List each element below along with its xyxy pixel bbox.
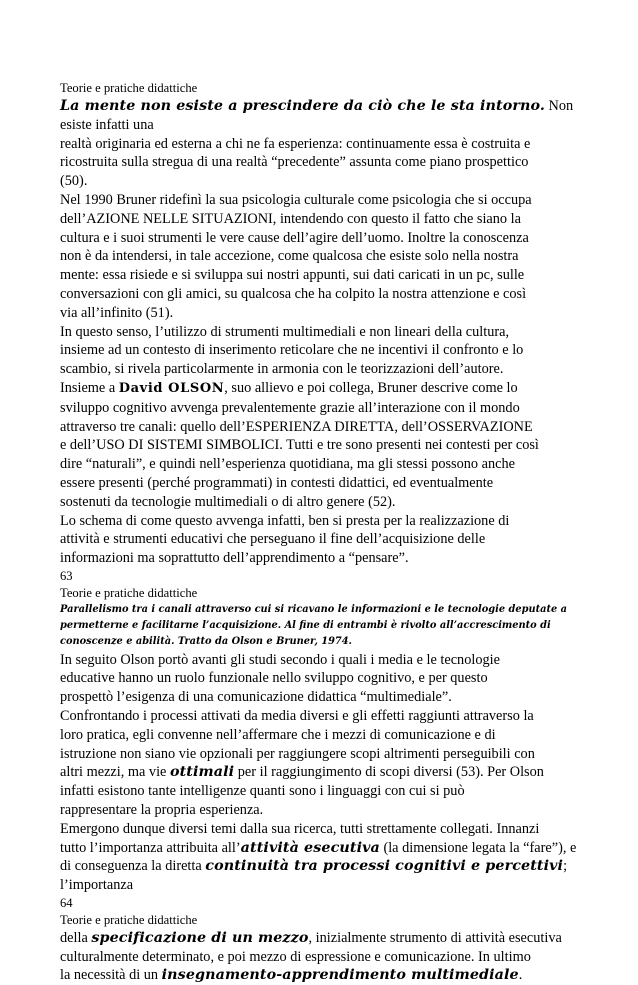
paragraph-line: sostenuti da tecnologie multimediali o di altro genere (52). [60, 493, 396, 510]
paragraph-line: Insieme a David OLSON, suo allievo e poi collega, Bruner descrive come lo [60, 379, 518, 396]
paragraph-line: attraverso tre canali: quello dell’ESPERIENZA DIRETTA, dell’OSSERVAZIONE [60, 418, 533, 435]
running-header: Teorie e pratiche didattiche [60, 585, 198, 600]
paragraph-line: La mente non esiste a prescindere da ciò che le sta intorno. Non esiste infatti una [60, 98, 574, 133]
paragraph-line: loro pratica, egli convenne nell’affermare che i mezzi di comunicazione e di [60, 726, 496, 743]
paragraph-line: Lo schema di come questo avvenga infatti, ben si presta per la realizzazione di [60, 512, 510, 529]
paragraph-line: (50). [60, 173, 88, 190]
paragraph-line: prospettò l’esigenza di una comunicazione didattica “multimediale”. [60, 689, 452, 706]
paragraph-line: essere presenti (perché programmati) in contesti didattici, ed eventualmente [60, 474, 494, 491]
paragraph-line: educative hanno un ruolo funzionale nello sviluppo cognitivo, e per questo [60, 670, 488, 687]
paragraph-line: Nel 1990 Bruner ridefinì la sua psicologia culturale come psicologia che si occupa [60, 191, 532, 208]
figure-caption-line: permetterne e facilitarne l’acquisizione. Al fine di entrambi è rivolto all’accrescimento di [60, 620, 551, 632]
paragraph-line: e dell’USO DI SISTEMI SIMBOLICI. Tutti e tre sono presenti nei contesti per così [60, 437, 539, 454]
paragraph-line: conversazioni con gli amici, su qualcosa che ha colpito la nostra attenzione e così [60, 285, 527, 302]
highlighted-term: attività esecutiva [240, 839, 380, 856]
highlighted-term: continuità tra processi cognitivi e percettivi [205, 858, 564, 875]
highlighted-term: specificazione di un mezzo [91, 929, 309, 946]
paragraph-line: realtà originaria ed esterna a chi ne fa esperienza: continuamente essa è costruita e [60, 135, 531, 152]
paragraph-line: Emergono dunque diversi temi dalla sua ricerca, tutti strettamente collegati. Innanzi [60, 820, 540, 837]
paragraph-line: Confrontando i processi attivati da media diversi e gli effetti raggiunti attraverso la [60, 707, 534, 724]
figure-caption-line: Parallelismo tra i canali attraverso cui si ricavano le informazioni e le tecnologie deputate a [60, 603, 567, 615]
paragraph-line: attività e strumenti educativi che perseguano il fine dell’acquisizione delle [60, 531, 486, 548]
paragraph-line: istruzione non siano vie opzionali per raggiungere scopi altrimenti perseguibili con [60, 745, 535, 762]
figure-caption-line: conoscenze e abilità. Tratto da Olson e Bruner, 1974. [60, 636, 352, 648]
paragraph-line: della specificazione di un mezzo, inizialmente strumento di attività esecutiva [60, 929, 562, 946]
paragraph-line: cultura e i suoi strumenti le vere cause dell’agire dell’uomo. Inoltre la conoscenza [60, 229, 529, 246]
paragraph-line: altri mezzi, ma vie ottimali per il raggiungimento di scopi diversi (53). Per Olson [60, 764, 544, 781]
paragraph-line: la necessità di un insegnamento-apprendimento multimediale. [60, 967, 523, 984]
running-header: Teorie e pratiche didattiche [60, 912, 198, 927]
paragraph-line: rappresentare la propria esperienza. [60, 801, 264, 818]
paragraph-line: via all’infinito (51). [60, 304, 174, 321]
paragraph-line: scambio, si rivela particolarmente in armonia con le teorizzazioni dell’autore. [60, 361, 504, 378]
paragraph-line: mente: essa risiede e si sviluppa sui nostri appunti, sui dati caricati in un pc, sulle [60, 267, 525, 284]
paragraph-line: ricostruita sulla stregua di una realtà “precedente” assunta come piano prospettico [60, 154, 529, 171]
paragraph-line: dire “naturali”, e quindi nell’esperienza quotidiana, ma gli stessi possono anche [60, 456, 515, 473]
paragraph-line: di conseguenza la diretta continuità tra processi cognitivi e percettivi; l’importanza [60, 858, 568, 894]
paragraph-line: In seguito Olson portò avanti gli studi secondo i quali i media e le tecnologie [60, 651, 500, 668]
paragraph-line: informazioni ma soprattutto dell’apprendimento a “pensare”. [60, 550, 409, 567]
highlighted-term: ottimali [169, 764, 235, 781]
running-header: Teorie e pratiche didattiche [60, 81, 198, 95]
paragraph-line: sviluppo cognitivo avvenga prevalentemente grazie all’interazione con il mondo [60, 399, 520, 416]
author-name: David OLSON [118, 380, 225, 396]
paragraph-line: insieme ad un contesto di inserimento reticolare che ne incentivi il confronto e lo [60, 342, 524, 359]
paragraph-line: dell’AZIONE NELLE SITUAZIONI, intendendo con questo il fatto che siano la [60, 210, 521, 227]
paragraph-line: infatti esistono tante intelligenze quanti sono i linguaggi con cui si può [60, 783, 465, 800]
paragraph-line: non è da intendersi, in tale accezione, come qualcosa che esiste solo nella nostra [60, 248, 519, 265]
highlighted-quote: La mente non esiste a prescindere da ciò che le sta intorno. [60, 98, 545, 114]
paragraph-line: In questo senso, l’utilizzo di strumenti multimediali e non lineari della cultura, [60, 323, 510, 340]
paragraph-line: culturalmente determinato, e poi mezzo di espressione e comunicazione. In ultimo [60, 948, 531, 965]
page-number: 64 [60, 895, 73, 910]
document-body [60, 80, 580, 985]
highlighted-term: insegnamento-apprendimento multimediale [161, 967, 519, 984]
page-number: 63 [60, 568, 73, 583]
paragraph-line: tutto l’importanza attribuita all’attività esecutiva (la dimensione legata la “fare”), e [60, 839, 577, 856]
